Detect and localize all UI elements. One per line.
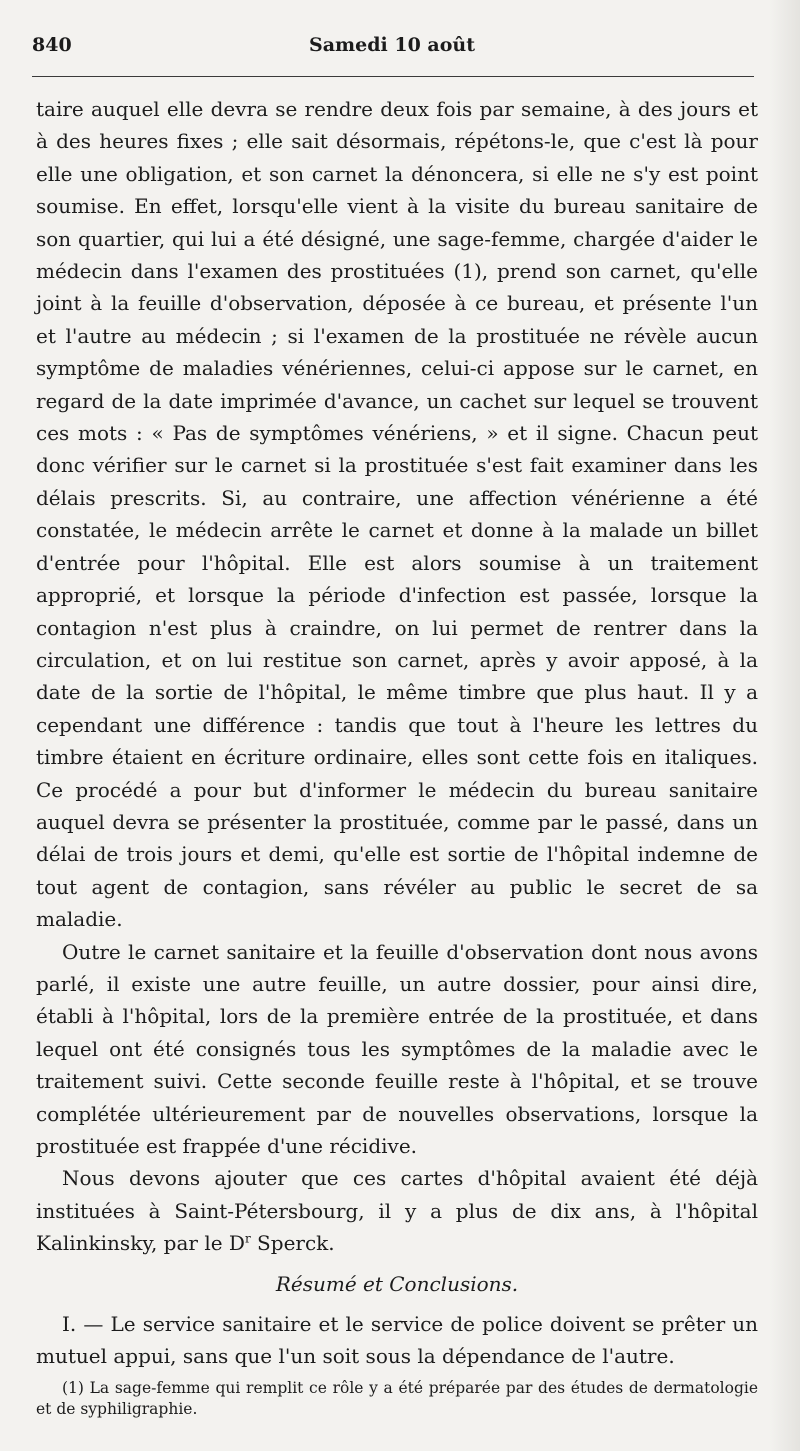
doctor-superscript: r bbox=[244, 1231, 251, 1246]
header-rule bbox=[32, 76, 754, 77]
paragraph-4: I. — Le service sanitaire et le service de police doivent se prêter un mutuel appui, sans que l'un soit sous la dépendance de l'autre. bbox=[36, 1311, 758, 1369]
paragraph-2: Outre le carnet sanitaire et la feuille d'observation dont nous avons parlé, il existe une autre feuille, un autre dossier, pour ainsi dire, établi à l'hôpital, lors de la première entrée de la prostituée, et dans lequel ont été consignés tous les symptômes de la maladie avec le traitement suivi. Cette seconde feuille reste à l'hôpital, et se trouve complétée ultérieurement par de nouvelles observations, lorsque la prostituée est frappée d'une récidive. bbox=[36, 939, 758, 1158]
paragraph-3 bbox=[36, 1162, 758, 1259]
section-heading: Résumé et Conclusions. bbox=[275, 1271, 519, 1296]
paragraph-3-text: Nous devons ajouter que ces cartes d'hôpital avaient été déjà instituées à Saint-Pétersbourg, il y a plus de dix ans, à l'hôpital Kalinkinsky, par le D bbox=[36, 1166, 758, 1256]
footnote-text: (1) La sage-femme qui remplit ce rôle y a été préparée par des études de dermatologie et de syphiligraphie. bbox=[36, 1379, 758, 1418]
running-head: Samedi 10 août bbox=[309, 34, 475, 56]
page-header bbox=[32, 34, 752, 62]
page-number: 840 bbox=[32, 34, 72, 56]
body-text bbox=[36, 93, 758, 1372]
paragraph-3-end: Sperck. bbox=[250, 1231, 335, 1256]
footnote bbox=[36, 1378, 758, 1420]
paragraph-1: taire auquel elle devra se rendre deux fois par semaine, à des jours et à des heures fixes ; elle sait désormais, répétons-le, que c'est là pour elle une obligation, et son carnet la dénoncera, si elle ne s'y est point soumise. En effet, lorsqu'elle vient à la visite du bureau sanitaire de son quartier, qui lui a été désigné, une sage-femme, chargée d'aider le médecin dans l'examen des prostituées (1), prend son carnet, qu'elle joint à la feuille d'observation, déposée à ce bureau, et présente l'un et l'autre au médecin ; si l'examen de la prostituée ne révèle aucun symptôme de maladies vénériennes, celui-ci appose sur le carnet, en regard de la date imprimée d'avance, un cachet sur lequel se trouvent ces mots : « Pas de symptômes vénériens, » et il signe. Chacun peut donc vérifier sur le carnet si la prostituée s'est fait examiner dans les délais prescrits. Si, au contraire, une affection vénérienne a été constatée, le médecin arrête le carnet et donne à la malade un billet d'entrée pour l'hôpital. Elle est alors soumise à un traitement approprié, et lorsque la période d'infection est passée, lorsque la contagion n'est plus à craindre, on lui permet de rentrer dans la circulation, et on lui restitue son carnet, après y avoir apposé, à la date de la sortie de l'hôpital, le même timbre que plus haut. Il y a cependant une différence : tandis que tout à l'heure les lettres du timbre étaient en écriture ordinaire, elles sont cette fois en italiques. Ce procédé a pour but d'informer le médecin du bureau sanitaire auquel devra se présenter la prostituée, comme par le passé, dans un délai de trois jours et demi, qu'elle est sortie de l'hôpital indemne de tout agent de contagion, sans révéler au public le secret de sa maladie. bbox=[36, 97, 758, 932]
scan-edge-shadow bbox=[770, 0, 800, 1451]
